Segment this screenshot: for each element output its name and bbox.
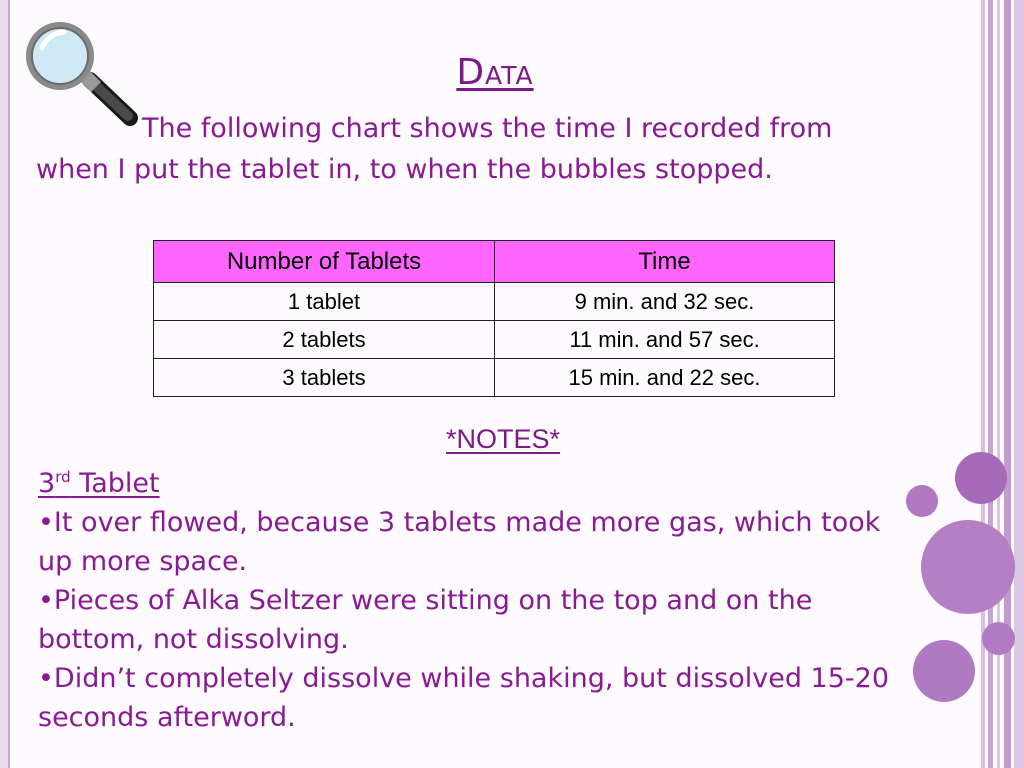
table-row [154,359,835,397]
stripe-decoration [1014,0,1024,768]
table-cell: 15 min. and 22 sec. [495,359,835,397]
table-row [154,283,835,321]
column-header: Number of Tablets [154,241,495,283]
subheading-superscript: rd [55,468,71,486]
decorative-circle [955,452,1007,504]
intro-text: The following chart shows the time I recorded from when I put the tablet in, to when the bubbles stopped. [36,113,833,185]
notes-subheading [38,468,160,499]
table-header-row [154,241,835,283]
subheading-number: 3 [38,468,56,499]
intro-paragraph [36,108,886,190]
notes-section [38,464,908,737]
table-cell: 1 tablet [154,283,495,321]
table-cell: 9 min. and 32 sec. [495,283,835,321]
data-table [153,240,835,397]
page-title: Data [456,52,534,93]
note-bullet: •Didn’t completely dissolve while shaking, but dissolved 15-20 seconds afterword. [38,663,890,733]
table-row [154,321,835,359]
decorative-circle [906,485,938,517]
decorative-circle [921,520,1015,614]
table-cell: 11 min. and 57 sec. [495,321,835,359]
column-header: Time [495,241,835,283]
decorative-circle [913,640,975,702]
note-bullet: •Pieces of Alka Seltzer were sitting on the top and on the bottom, not dissolving. [38,585,813,655]
table-cell: 3 tablets [154,359,495,397]
stripe-decoration [981,0,985,768]
notes-heading: *NOTES* [446,424,561,454]
subheading-text: Tablet [70,468,160,499]
left-border-decoration [0,0,10,768]
decorative-circle [982,622,1015,655]
table-cell: 2 tablets [154,321,495,359]
note-bullet: •It over flowed, because 3 tablets made more gas, which took up more space. [38,507,881,577]
